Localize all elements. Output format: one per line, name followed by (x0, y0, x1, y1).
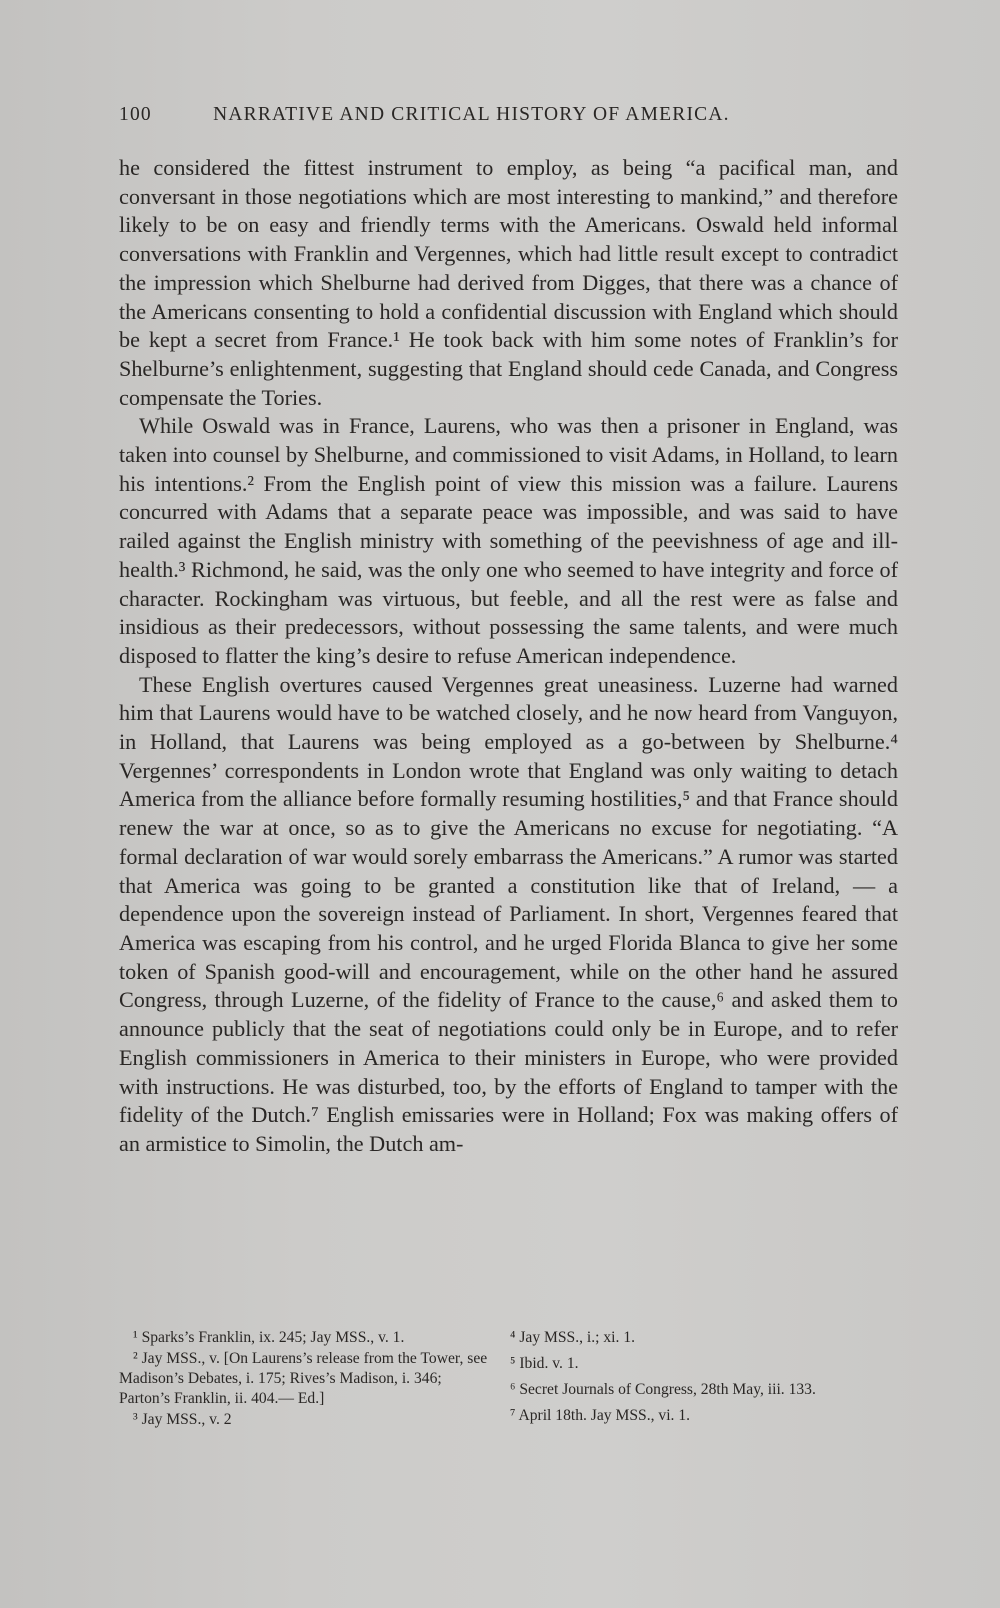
running-title: NARRATIVE AND CRITICAL HISTORY OF AMERICA. (213, 104, 730, 125)
page-number: 100 (119, 104, 152, 125)
paragraph: While Oswald was in France, Laurens, who was then a prisoner in England, was taken into counsel by Shelburne, and commissioned to visit Adams, in Holland, to learn his intentions.² From the English point of view this mission was a failure. Laurens concurred with Adams that a separate peace was impossible, and was said to have railed against the English ministry with something of the peevishness of age and ill-health.³ Richmond, he said, was the only one who seemed to have integrity and force of character. Rockingham was virtuous, but feeble, and all the rest were as false and insidious as their predecessors, without possessing the same talents, and were much disposed to flatter the king’s desire to refuse American independence. (119, 413, 898, 668)
body-text (119, 154, 898, 1159)
footnote: ⁷ April 18th. Jay MSS., vi. 1. (510, 1407, 691, 1424)
footnote: ¹ Sparks’s Franklin, ix. 245; Jay MSS., v. 1. (133, 1329, 405, 1346)
footnote: ³ Jay MSS., v. 2 (133, 1411, 232, 1428)
footnote: ⁵ Ibid. v. 1. (510, 1355, 579, 1372)
footnote: ⁴ Jay MSS., i.; xi. 1. (510, 1329, 636, 1346)
paragraph: These English overtures caused Vergennes great uneasiness. Luzerne had warned him that Laurens would have to be watched closely, and he now heard from Vanguyon, in Holland, that Laurens was being employed as a go-between by Shelburne.⁴ Vergennes’ correspondents in London wrote that England was only waiting to detach America from the alliance before formally resuming hostilities,⁵ and that France should renew the war at once, so as to give the Americans no excuse for negotiating. “A formal declaration of war would sorely embarrass the Americans.” A rumor was started that America was going to be granted a constitution like that of Ireland, — a dependence upon the sovereign instead of Parliament. In short, Vergennes feared that America was escaping from his control, and he urged Florida Blanca to give her some token of Spanish good-will and encouragement, while on the other hand he assured Congress, through Luzerne, of the fidelity of France to the cause,⁶ and asked them to announce publicly that the seat of negotiations could only be in Europe, and to refer English commissioners in America to their ministers in Europe, who were provided with instructions. He was disturbed, too, by the efforts of England to tamper with the fidelity of the Dutch.⁷ English emissaries were in Holland; Fox was making offers of an armistice to Simolin, the Dutch am- (119, 671, 898, 1156)
paragraph: he considered the fittest instrument to employ, as being “a pacifical man, and conversant in those negotiations which are most interesting to mankind,” and therefore likely to be on easy and friendly terms with the Americans. Oswald held informal conversations with Franklin and Vergennes, which had little result except to contradict the impression which Shelburne had derived from Digges, that there was a chance of the Americans consenting to hold a confidential discussion with England which should be kept a secret from France.¹ He took back with him some notes of Franklin’s for Shelburne’s enlightenment, suggesting that England should cede Canada, and Congress compensate the Tories. (119, 155, 898, 410)
footnote: ² Jay MSS., v. [On Laurens’s release from the Tower, see Madison’s Debates, i. 175; Rives’s Madison, i. 346; Parton’s Franklin, ii. 404.— Ed.] (119, 1350, 488, 1407)
footnote: ⁶ Secret Journals of Congress, 28th May, iii. 133. (510, 1381, 816, 1398)
footnotes-right (510, 1328, 900, 1432)
footnotes-left (119, 1328, 489, 1431)
page-header (119, 104, 901, 126)
